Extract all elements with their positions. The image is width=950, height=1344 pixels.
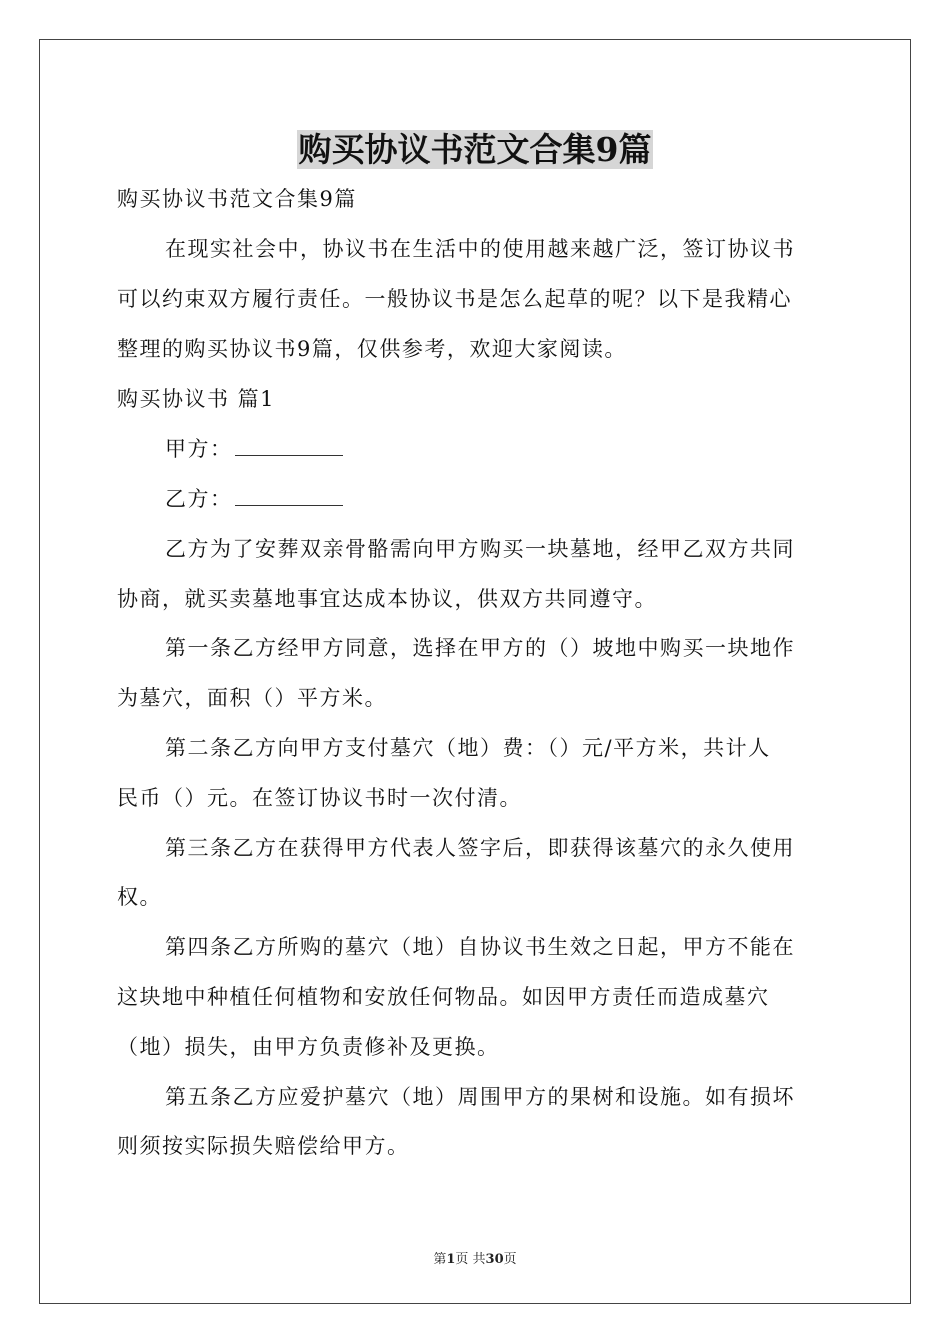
body-line: 第二条乙方向甲方支付墓穴（地）费：（）元/平方米，共计人: [165, 736, 771, 760]
footer-mid: 页 共: [455, 1252, 486, 1267]
page-total: 30: [485, 1252, 504, 1267]
intro-line: 整理的购买协议书9篇，仅供参考，欢迎大家阅读。: [117, 337, 627, 361]
party-b-label: 乙方：: [165, 487, 233, 511]
party-a-label: 甲方：: [165, 437, 233, 461]
body-line: 为墓穴，面积（）平方米。: [117, 686, 387, 710]
body-line: 协商，就买卖墓地事宜达成本协议，供双方共同遵守。: [117, 587, 657, 611]
intro-line: 可以约束双方履行责任。一般协议书是怎么起草的呢？以下是我精心: [117, 287, 792, 311]
body-line: 第三条乙方在获得甲方代表人签字后，即获得该墓穴的永久使用: [165, 836, 795, 860]
party-b-blank: [235, 485, 343, 506]
footer-prefix: 第: [433, 1252, 447, 1267]
body-line: 民币（）元。在签订协议书时一次付清。: [117, 786, 522, 810]
body-line: 第四条乙方所购的墓穴（地）自协议书生效之日起，甲方不能在: [165, 935, 795, 959]
page-footer: [0, 1248, 950, 1267]
party-a-blank: [235, 435, 343, 456]
document-subtitle: 购买协议书范文合集9篇: [117, 187, 357, 211]
body-line: 第五条乙方应爱护墓穴（地）周围甲方的果树和设施。如有损坏: [165, 1085, 795, 1109]
party-b-field: [165, 484, 343, 514]
body-line: 乙方为了安葬双亲骨骼需向甲方购买一块墓地，经甲乙双方共同: [165, 537, 795, 561]
party-a-field: [165, 434, 343, 464]
body-line: 则须按实际损失赔偿给甲方。: [117, 1134, 410, 1158]
intro-line: 在现实社会中，协议书在生活中的使用越来越广泛，签订协议书: [165, 237, 795, 261]
page-number: 1: [446, 1252, 456, 1267]
footer-suffix: 页: [503, 1252, 517, 1267]
page-border: [39, 39, 911, 1304]
body-line: （地）损失，由甲方负责修补及更换。: [117, 1035, 500, 1059]
document-title: 购买协议书范文合集9篇: [298, 130, 652, 169]
body-line: 这块地中种植任何植物和安放任何物品。如因甲方责任而造成墓穴: [117, 985, 770, 1009]
body-line: 权。: [117, 885, 162, 909]
body-line: 第一条乙方经甲方同意，选择在甲方的（）坡地中购买一块地作: [165, 636, 795, 660]
section-heading: 购买协议书 篇1: [117, 387, 276, 411]
